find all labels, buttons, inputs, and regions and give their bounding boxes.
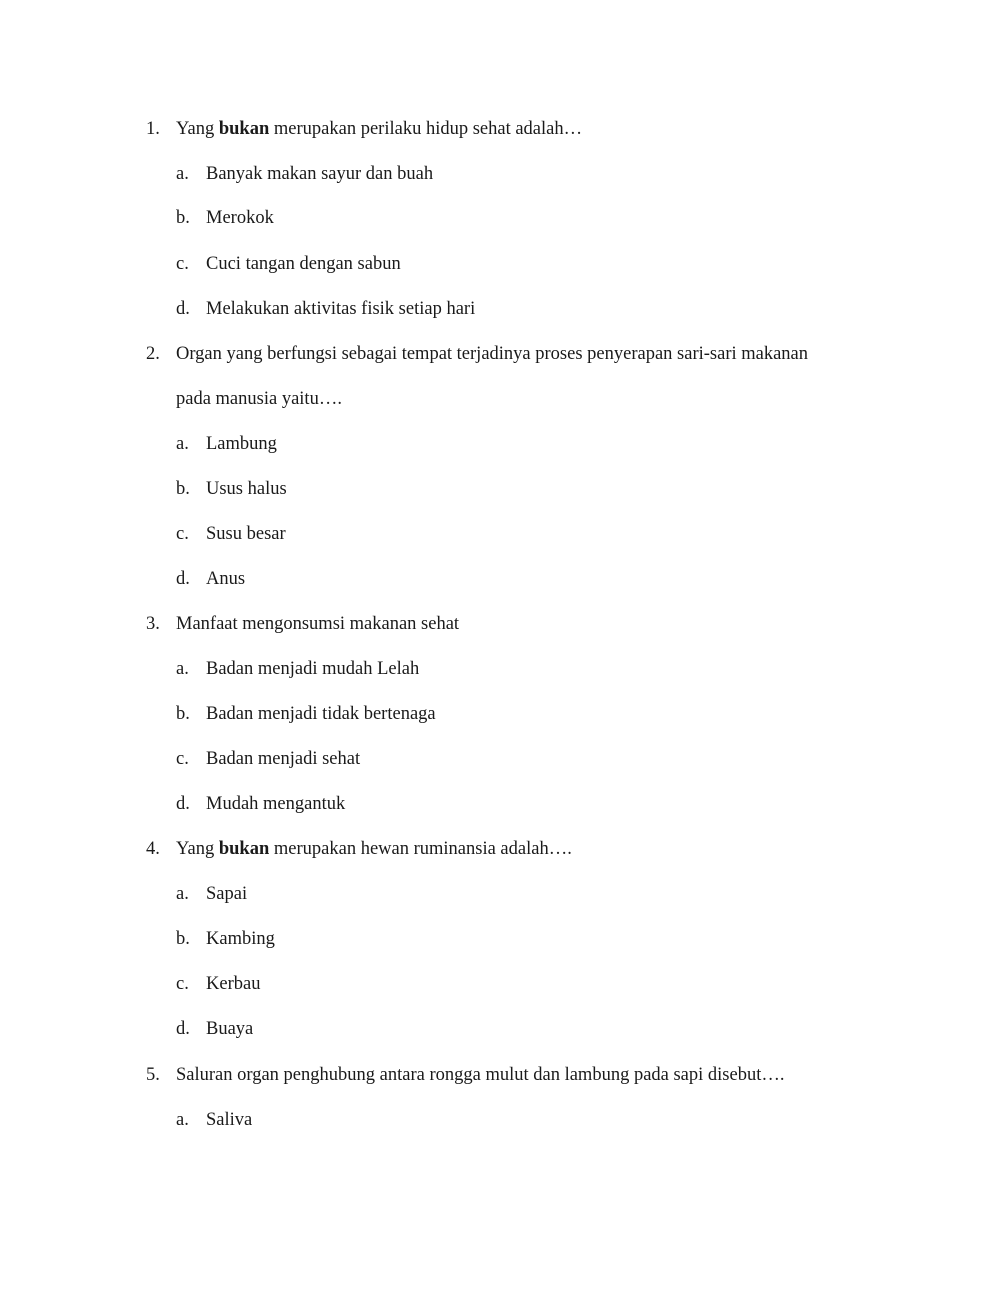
option-letter: c.	[176, 974, 189, 994]
option-letter: d.	[176, 299, 190, 319]
option-letter: c.	[176, 749, 189, 769]
option-letter: b.	[176, 704, 190, 724]
option-letter: a.	[176, 434, 189, 454]
option-letter: d.	[176, 1019, 190, 1039]
question-text: Organ yang berfungsi sebagai tempat terjadinya proses penyerapan sari-sari makanan	[176, 344, 809, 364]
option-letter: c.	[176, 254, 189, 274]
question-text-suffix: merupakan hewan ruminansia adalah….	[269, 839, 572, 859]
question-text: pada manusia yaitu….	[176, 389, 342, 409]
option-letter: c.	[176, 524, 189, 544]
option-text: Melakukan aktivitas fisik setiap hari	[206, 299, 476, 319]
question-text-bold: bukan	[218, 119, 270, 139]
question-text: Manfaat mengonsumsi makanan sehat	[176, 614, 460, 634]
option-text: Buaya	[206, 1019, 254, 1039]
question-number: 2.	[146, 344, 160, 364]
option-text: Anus	[206, 569, 246, 589]
question-text	[176, 118, 582, 140]
option-letter: a.	[176, 164, 189, 184]
option-text: Mudah mengantuk	[206, 794, 346, 814]
option-text: Badan menjadi mudah Lelah	[206, 659, 420, 679]
question-number: 4.	[146, 839, 160, 859]
option-text: Badan menjadi tidak bertenaga	[206, 704, 436, 724]
option-text: Kambing	[206, 929, 275, 949]
question-text	[176, 838, 572, 860]
option-letter: b.	[176, 208, 190, 228]
option-text: Saliva	[206, 1110, 253, 1130]
question-text-bold: bukan	[218, 839, 270, 859]
question-number: 5.	[146, 1065, 160, 1085]
option-letter: a.	[176, 659, 189, 679]
option-text: Cuci tangan dengan sabun	[206, 254, 401, 274]
option-text: Sapai	[206, 884, 248, 904]
question-text-prefix: Yang	[176, 839, 219, 859]
question-number: 1.	[146, 119, 160, 139]
option-text: Badan menjadi sehat	[206, 749, 361, 769]
option-text: Lambung	[206, 434, 277, 454]
option-text: Merokok	[206, 208, 274, 228]
question-number: 3.	[146, 614, 160, 634]
option-text: Kerbau	[206, 974, 261, 994]
option-letter: a.	[176, 1110, 189, 1130]
option-letter: b.	[176, 479, 190, 499]
option-letter: d.	[176, 794, 190, 814]
question-text-prefix: Yang	[176, 119, 219, 139]
option-text: Banyak makan sayur dan buah	[206, 164, 434, 184]
option-text: Usus halus	[206, 479, 287, 499]
option-text: Susu besar	[206, 524, 286, 544]
question-text: Saluran organ penghubung antara rongga mulut dan lambung pada sapi disebut….	[176, 1065, 785, 1085]
option-letter: a.	[176, 884, 189, 904]
option-letter: d.	[176, 569, 190, 589]
option-letter: b.	[176, 929, 190, 949]
question-text-suffix: merupakan perilaku hidup sehat adalah…	[269, 119, 583, 139]
